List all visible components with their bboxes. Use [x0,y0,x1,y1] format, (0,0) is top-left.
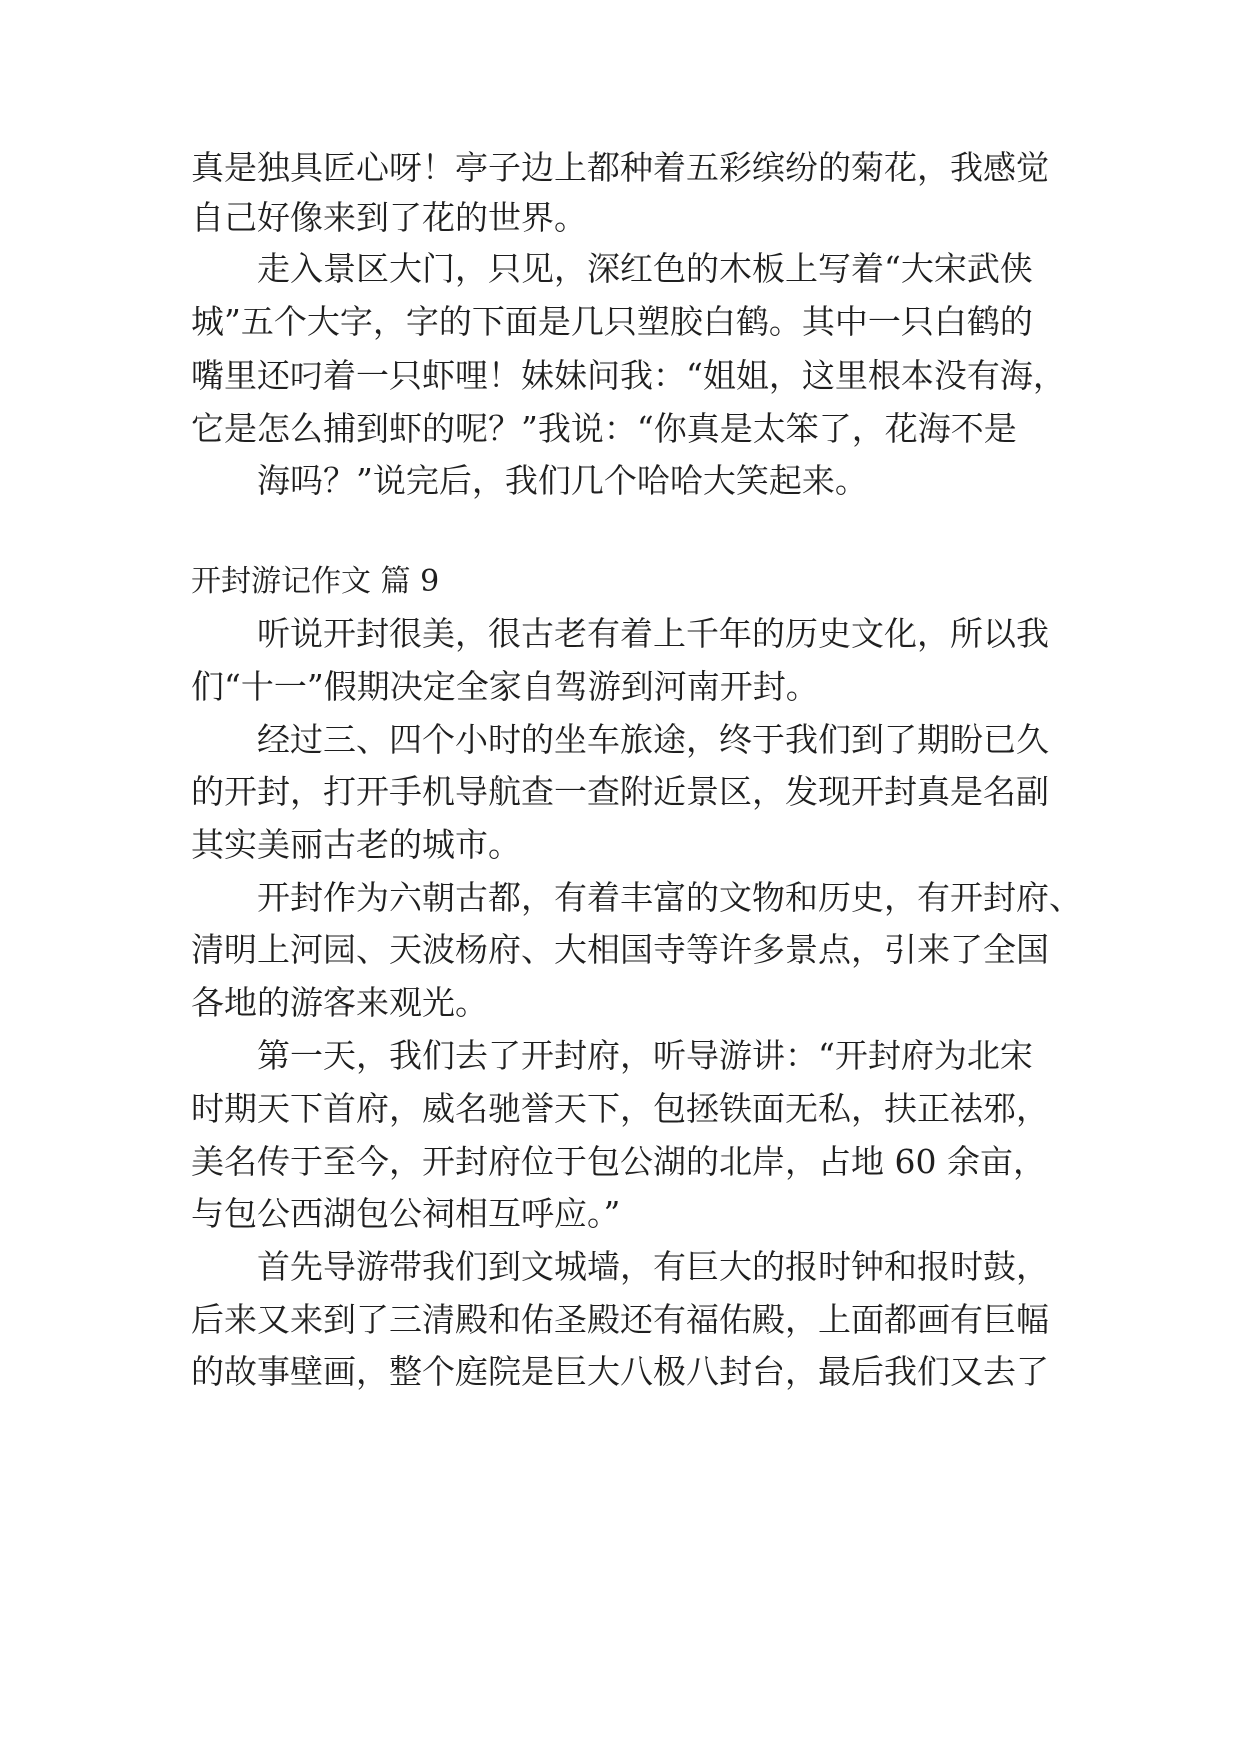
text-line: 们“十一”假期决定全家自驾游到河南开封。 [191,667,819,706]
text-line: 清明上河园、天波杨府、大相国寺等许多景点，引来了全国 [191,930,1049,969]
paragraph-line: 走入景区大门，只见，深红色的木板上写着“大宋武侠 [257,249,1033,288]
paragraph-line: 第一天，我们去了开封府，听导游讲：“开封府为北宋 [257,1036,1033,1075]
paragraph-line: 首先导游带我们到文城墙，有巨大的报时钟和报时鼓， [257,1247,1049,1286]
text-line: 海吗？”说完后，我们几个哈哈大笑起来。 [257,461,868,500]
text-line: 真是独具匠心呀！亭子边上都种着五彩缤纷的菊花，我感觉 [191,148,1049,187]
text-line: 城”五个大字，字的下面是几只塑胶白鹤。其中一只白鹤的 [191,302,1033,341]
paragraph-line: 开封作为六朝古都，有着丰富的文物和历史，有开封府、 [257,878,1082,917]
text-line: 后来又来到了三清殿和佑圣殿还有福佑殿，上面都画有巨幅 [191,1300,1049,1339]
text-line: 时期天下首府，威名驰誉天下，包拯铁面无私，扶正祛邪， [191,1089,1049,1128]
text-line: 嘴里还叼着一只虾哩！妹妹问我：“姐姐，这里根本没有海， [191,356,1066,395]
text-line: 各地的游客来观光。 [191,983,488,1022]
paragraph-line: 听说开封很美，很古老有着上千年的历史文化，所以我 [257,614,1049,653]
text-line: 的故事壁画，整个庭院是巨大八极八封台，最后我们又去了 [191,1352,1049,1391]
text-line: 与包公西湖包公祠相互呼应。” [191,1194,621,1233]
text-line: 美名传于至今，开封府位于包公湖的北岸，占地 60 余亩， [191,1142,1046,1181]
text-line: 的开封，打开手机导航查一查附近景区，发现开封真是名副 [191,772,1049,811]
text-line: 自己好像来到了花的世界。 [191,198,587,237]
text-line: 它是怎么捕到虾的呢？”我说：“你真是太笨了，花海不是 [191,409,1017,448]
text-line: 其实美丽古老的城市。 [191,825,521,864]
section-heading: 开封游记作文 篇 9 [191,564,440,599]
paragraph-line: 经过三、四个小时的坐车旅途，终于我们到了期盼已久 [257,720,1049,759]
